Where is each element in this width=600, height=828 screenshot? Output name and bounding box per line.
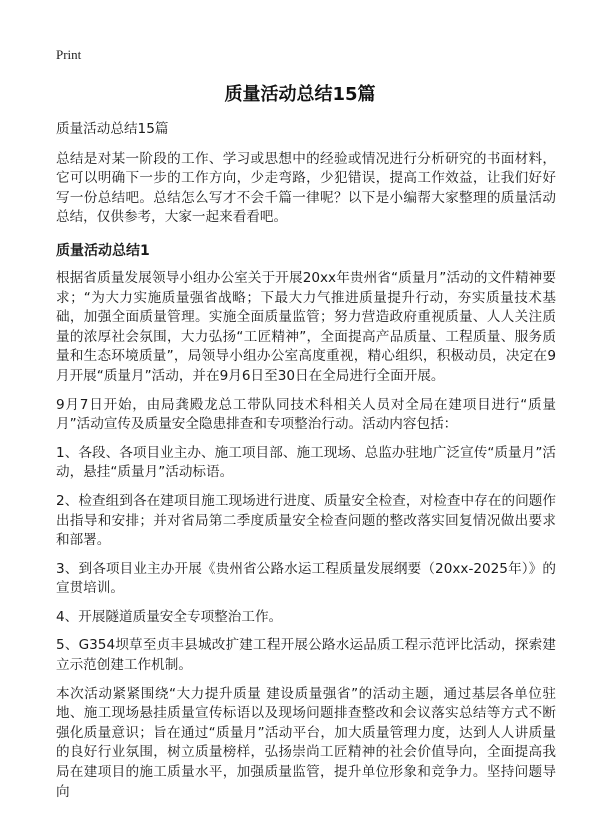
- list-item: 1、各段、各项目业主办、施工项目部、施工现场、总监办驻地广泛宣传“质量月”活动，悬挂“质量月”活动标语。: [56, 444, 556, 481]
- list-item: 2、检查组到各在建项目施工现场进行进度、质量安全检查，对检查中存在的问题作出指导和安排；并对省局第二季度质量安全检查问题的整改落实回复情况做出要求和部署。: [56, 492, 556, 549]
- document-subtitle: 质量活动总结15篇: [56, 121, 169, 137]
- list-item: 3、到各项目业主办开展《贵州省公路水运工程质量发展纲要（20xx-2025年）》的宣贯培训。: [56, 560, 556, 597]
- list-item: 5、G354坝草至贞丰县城改扩建工程开展公路水运品质工程示范评比活动，探索建立示范创建工作机制。: [56, 637, 556, 674]
- intro-paragraph: 总结是对某一阶段的工作、学习或思想中的经验或情况进行分析研究的书面材料，它可以明确下一步的工作方向，少走弯路，少犯错误，提高工作效益，让我们好好写一份总结吧。总结怎么写才不会千篇一律呢？以下是小编帮大家整理的质量活动总结，仅供参考，大家一起来看看吧。: [56, 150, 556, 226]
- print-link[interactable]: Print: [56, 47, 82, 62]
- section-heading: 质量活动总结1: [56, 242, 150, 259]
- body-paragraph: 9月7日开始，由局龚殿龙总工带队同技术科相关人员对全局在建项目进行“质量月”活动宣传及质量安全隐患排查和专项整治行动。活动内容包括：: [56, 396, 556, 433]
- body-paragraph: 本次活动紧紧围绕“大力提升质量 建设质量强省”的活动主题，通过基层各单位驻地、施工现场悬挂质量宣传标语以及现场问题排查整改和会议落实总结等方式不断强化质量意识；旨在通过“质量月”活动平台，加大质量管理力度，达到人人讲质量的良好行业氛围，树立质量榜样，弘扬崇尚工匠精神的社会价值导向，全面提高我局在建项目的施工质量水平，加强质量监管，提升单位形象和竞争力。坚持问题导向: [56, 685, 556, 800]
- document-title: 质量活动总结15篇: [224, 84, 376, 105]
- list-item: 4、开展隧道质量安全专项整治工作。: [56, 608, 283, 625]
- body-paragraph: 根据省质量发展领导小组办公室关于开展20xx年贵州省“质量月”活动的文件精神要求；“为大力实施质量强省战略；下最大力气推进质量提升行动，夯实质量技术基础，加强全面质量管理。实施全面质量监管；努力营造政府重视质量、人人关注质量的浓厚社会氛围，大力弘扬“工匠精神”，全面提高产品质量、工程质量、服务质量和生态环境质量”，局领导小组办公室高度重视，精心组织，积极动员，决定在9月开展“质量月”活动，并在9月6日至30日在全局进行全面开展。: [56, 269, 556, 384]
- document-body: [56, 120, 556, 811]
